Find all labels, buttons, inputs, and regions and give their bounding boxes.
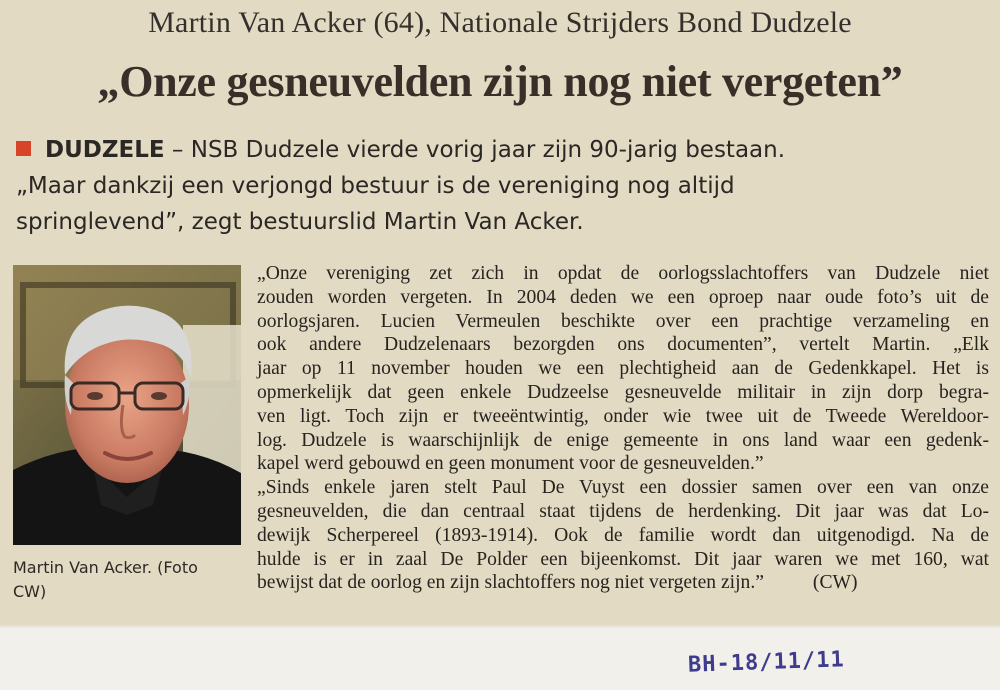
dateline: DUDZELE (45, 137, 165, 163)
body-line: gesneuvelden, die dan centraal staat tijdens de herdenking. Dit jaar was dat Lo- (257, 500, 989, 522)
body-line: ven ligt. Toch zijn er tweeëntwintig, onder wie twee uit de Tweede Wereldoor- (257, 405, 989, 427)
portrait-photo (13, 265, 241, 545)
lead-line: springlevend”, zegt bestuurslid Martin Van Acker. (16, 209, 584, 235)
body-line: log. Dudzele is waarschijnlijk de enige gemeente in ons land waar een gedenk- (257, 429, 989, 451)
lead-text: – NSB Dudzele vierde vorig jaar zijn 90-jarig bestaan. (164, 137, 786, 163)
body-line: zouden worden vergeten. In 2004 deden we een oproep naar oude foto’s uit de (257, 286, 989, 308)
body-line: jaar op 11 november houden we een plechtigheid aan de Gedenkkapel. Het is (257, 358, 989, 380)
body-line: bewijst dat de oorlog en zijn slachtoffers nog niet vergeten zijn.” (CW) (257, 572, 858, 594)
caption-line: CW) (13, 582, 47, 601)
article-kicker: Martin Van Acker (64), Nationale Strijders Bond Dudzele (148, 6, 852, 39)
lead-line (16, 132, 991, 168)
caption-line: Martin Van Acker. (Foto (13, 558, 198, 577)
body-line: hulde is er in zaal De Polder een bijeenkomst. Dit jaar waren we met 160, wat (257, 548, 989, 570)
body-line: „Sinds enkele jaren stelt Paul De Vuyst een dossier samen over een van onze (257, 477, 989, 499)
photo-caption (13, 556, 253, 604)
body-line: oorlogsjaren. Lucien Vermeulen beschikte over een prachtige verzameling en (257, 310, 989, 332)
article-headline: „Onze gesneuvelden zijn nog niet vergeten” (97, 57, 903, 106)
lead-line: „Maar dankzij een verjongd bestuur is de vereniging nog altijd (16, 173, 735, 199)
body-line: opmerkelijk dat geen enkele Dudzeelse gesneuvelde militair in zijn dorp begra- (257, 381, 989, 403)
body-line: „Onze vereniging zet zich in opdat de oorlogsslachtoffers van Dudzele niet (257, 263, 989, 284)
body-line: dewijk Scherpereel (1893-1914). Ook de familie wordt dan uitgenodigd. Na de (257, 524, 989, 546)
portrait-image (13, 265, 241, 545)
handwritten-date-annotation: BH-18/11/11 (687, 647, 846, 678)
body-line: ook andere Dudzelenaars bezorgden ons documenten”, vertelt Martin. „Elk (257, 334, 989, 356)
body-line: kapel werd gebouwd en geen monument voor de gesneuvelden.” (257, 453, 764, 475)
article-lead (16, 132, 991, 240)
red-square-bullet-icon (16, 141, 31, 156)
article-body (257, 262, 989, 595)
